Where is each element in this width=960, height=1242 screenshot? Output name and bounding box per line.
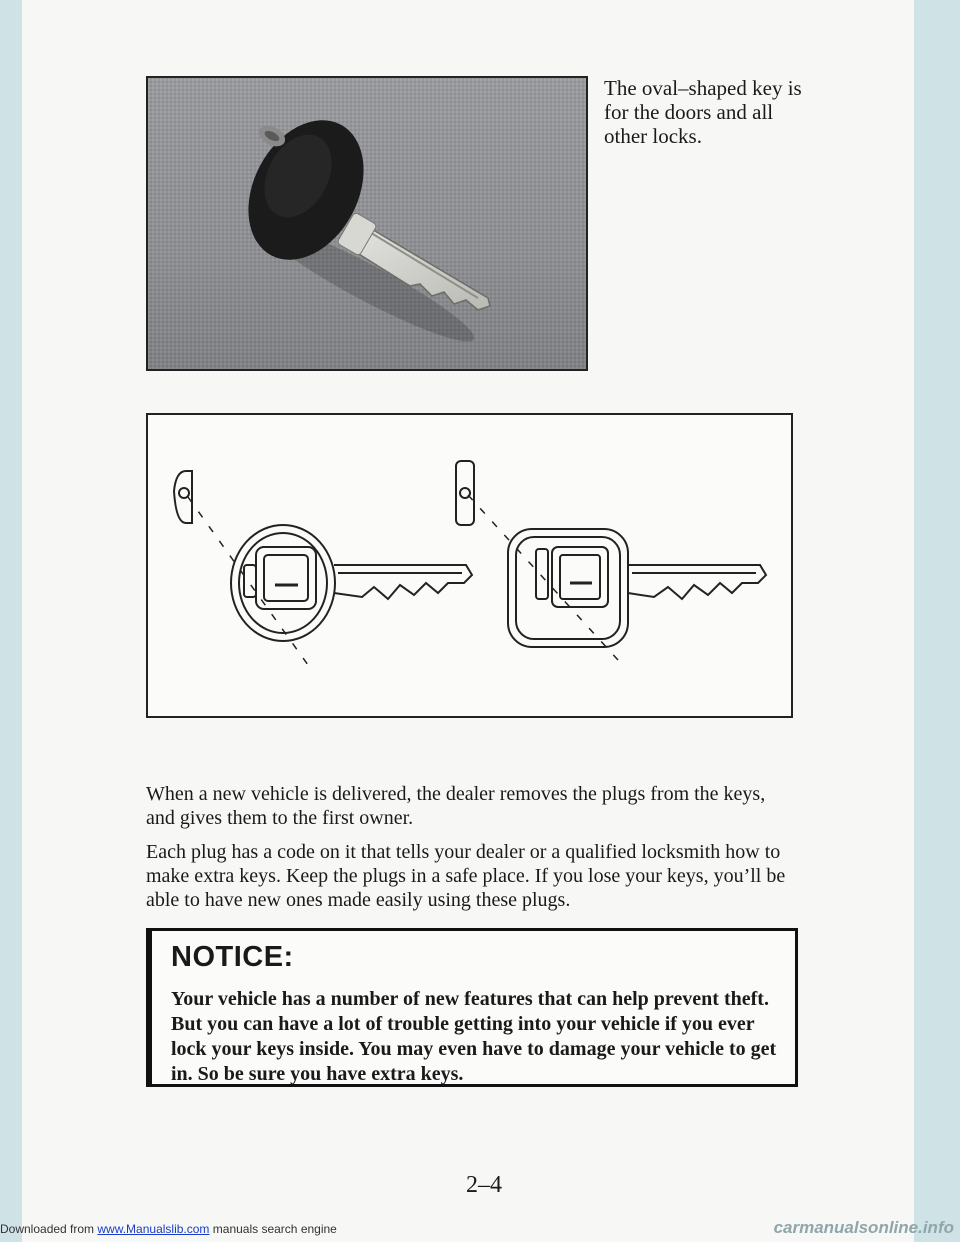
watermark: carmanualsonline.info [773, 1218, 954, 1237]
key-caption: The oval–shaped key is for the doors and all other locks. [604, 76, 802, 148]
delivery-paragraph: When a new vehicle is delivered, the dealer removes the plugs from the keys, and gives them to the first owner. [146, 783, 766, 829]
oval-key-photo [146, 76, 588, 371]
key-illustration [148, 78, 588, 371]
key-diagram-illustration [148, 415, 795, 720]
footer-prefix: Downloaded from [0, 1222, 98, 1236]
square-key-plug-icon [456, 461, 474, 525]
oval-key-plug-icon [174, 471, 192, 523]
page-number: 2–4 [466, 1172, 502, 1198]
plug-code-paragraph: Each plug has a code on it that tells your dealer or a qualified locksmith how to make extra keys. Keep the plugs in a safe place. If you lose your keys, you’ll be able to have new ones made easily using these plugs. [146, 841, 786, 911]
download-footer [0, 1222, 337, 1236]
notice-box [146, 928, 798, 1087]
notice-body: Your vehicle has a number of new features that can help prevent theft. But you can have a lot of trouble getting into your vehicle if you ever lock your keys inside. You may even have to damage your vehicle to get in. So be sure you have extra keys. [171, 988, 777, 1085]
manualslib-link[interactable]: www.Manualslib.com [97, 1222, 210, 1236]
footer-suffix: manuals search engine [209, 1222, 337, 1236]
notice-bar [149, 931, 152, 1084]
notice-title: NOTICE: [171, 941, 294, 973]
key-plug-diagram [146, 413, 793, 718]
oval-key-diagram-icon [231, 525, 472, 641]
square-key-diagram-icon [508, 529, 766, 647]
